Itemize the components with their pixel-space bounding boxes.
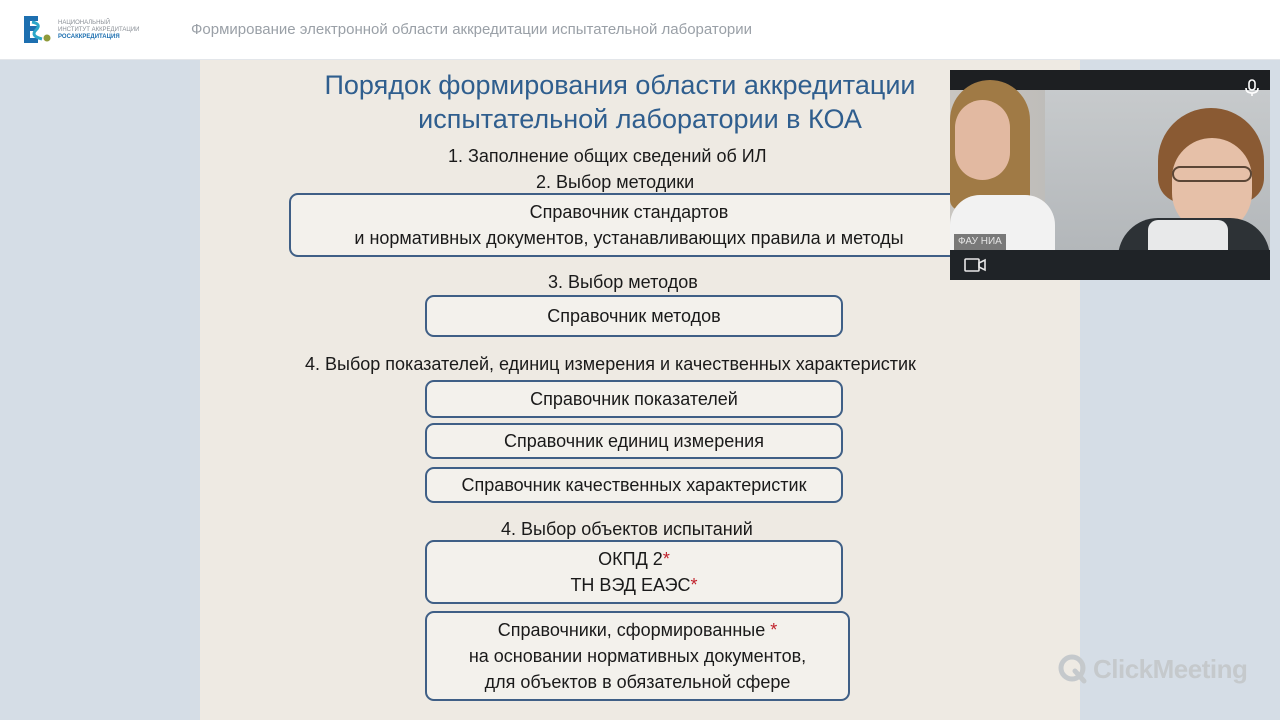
- box-okpd-line: [598, 546, 670, 572]
- box-tnved-label: ТН ВЭД ЕАЭС: [570, 575, 691, 595]
- box-refs-line-1: [498, 617, 778, 643]
- logo-line-2: ИНСТИТУТ АККРЕДИТАЦИИ: [58, 27, 140, 33]
- box-tnved-line: [570, 572, 697, 598]
- logo-line-3: РОСАККРЕДИТАЦИЯ: [58, 34, 120, 40]
- box-methods-label: Справочник методов: [547, 306, 721, 326]
- top-bar: [0, 0, 1280, 60]
- box-refs-line-3: для объектов в обязательной сфере: [484, 672, 791, 692]
- okpd-asterisk: *: [662, 549, 670, 569]
- clickmeeting-watermark: [1057, 651, 1247, 687]
- camera-icon[interactable]: [964, 258, 986, 272]
- webinar-title: Формирование электронной области аккредитации испытательной лаборатории: [191, 21, 753, 38]
- step-4-objects: 4. Выбор объектов испытаний: [501, 519, 753, 539]
- presenter-1-face: [955, 100, 1010, 180]
- box-indicators-reference: [425, 380, 843, 418]
- clickmeeting-logo-icon: [1057, 653, 1089, 685]
- logo-text: [58, 20, 158, 41]
- box-okpd-label: ОКПД 2: [598, 549, 663, 569]
- box-quality-reference: [425, 467, 843, 503]
- slide-title-line-2: испытательной лаборатории в КОА: [418, 104, 862, 134]
- box-quality-label: Справочник качественных характеристик: [461, 475, 807, 495]
- webcam-video-panel[interactable]: [950, 70, 1270, 280]
- refs-asterisk: *: [770, 620, 778, 640]
- presenter-2-collar: [1148, 220, 1228, 250]
- box-indicators-label: Справочник показателей: [530, 389, 738, 409]
- box-units-label: Справочник единиц измерения: [504, 431, 764, 451]
- video-control-bar: [950, 250, 1270, 280]
- tnved-asterisk: *: [690, 575, 698, 595]
- step-4-indicators: 4. Выбор показателей, единиц измерения и качественных характеристик: [305, 354, 916, 374]
- microphone-icon[interactable]: [1242, 78, 1262, 98]
- box-standards-line-2: и нормативных документов, устанавливающих правила и методы: [354, 228, 904, 248]
- step-2: 2. Выбор методики: [536, 172, 695, 192]
- logo-line-1: НАЦИОНАЛЬНЫЙ: [58, 20, 111, 26]
- step-1: 1. Заполнение общих сведений об ИЛ: [448, 146, 767, 166]
- presenter-2-glasses: [1172, 166, 1252, 182]
- step-3: 3. Выбор методов: [548, 272, 698, 292]
- box-standards-reference: [289, 193, 969, 257]
- logo: [18, 12, 158, 48]
- presentation-slide: [200, 60, 1080, 720]
- logo-mark-icon: [18, 12, 54, 48]
- watermark-text: ClickMeeting: [1093, 653, 1248, 684]
- box-units-reference: [425, 423, 843, 459]
- box-refs-line-2: на основании нормативных документов,: [468, 646, 807, 666]
- box-refs-label-1: Справочники, сформированные: [497, 620, 771, 640]
- slide-title-line-1: Порядок формирования области аккредитации: [324, 70, 916, 100]
- box-methods-reference: [425, 295, 843, 337]
- box-standards-line-1: Справочник стандартов: [529, 202, 729, 222]
- participant-name-tag: ФАУ НИА: [954, 234, 1006, 250]
- box-classifiers: [425, 540, 843, 604]
- box-mandatory-references: [425, 611, 850, 701]
